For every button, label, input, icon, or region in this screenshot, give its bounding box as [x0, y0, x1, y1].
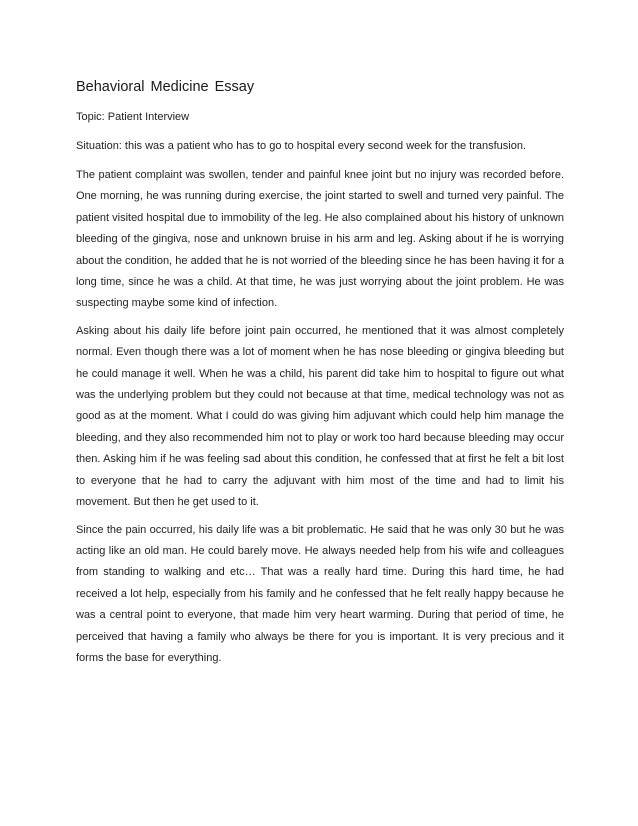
document-title: Behavioral Medicine Essay	[76, 79, 255, 95]
situation-line: Situation: this was a patient who has to go to hospital every second week for the transfusion.	[76, 140, 527, 152]
document-page	[76, 78, 564, 675]
body-paragraph-3: Since the pain occurred, his daily life was a bit problematic. He said that he was only 30 but he was acting like an old man. He could barely move. He always needed help from his wife and colleagues from standing to walking and etc… That was a really hard time. During this hard time, he had received a lot help, especially from his family and he confessed that he felt really happy because he was a central point to everyone, that made him very heart warming. During that period of time, he perceived that having a family who always be there for you is important. It is very precious and it forms the base for everything.	[76, 523, 564, 664]
topic-line: Topic: Patient Interview	[76, 111, 190, 123]
body-paragraph-2: Asking about his daily life before joint pain occurred, he mentioned that it was almost completely normal. Even though there was a lot of moment when he has nose bleeding or gingiva bleeding but he could manage it well. When he was a child, his parent did take him to hospital to figure out what was the underlying problem but they could not because at that time, medical technology was not as good as at the moment. What I could do was giving him adjuvant which could help him manage the bleeding, and they also recommended him not to play or work too hard because bleeding may occur then. Asking him if he was feeling sad about this condition, he confessed that at first he felt a bit lost to everyone that he had to carry the adjuvant with him most of the time and had to limit his movement. But then he get used to it.	[76, 324, 564, 509]
body-paragraph-1: The patient complaint was swollen, tender and painful knee joint but no injury was recorded before. One morning, he was running during exercise, the joint started to swell and turned very painful. The patient visited hospital due to immobility of the leg. He also complained about his history of unknown bleeding of the gingiva, nose and unknown bruise in his arm and leg. Asking about if he is worrying about the condition, he added that he is not worried of the bleeding since he has been having it for a long time, since he was a child. At that time, he was just worrying about the joint problem. He was suspecting maybe some kind of infection.	[76, 169, 564, 310]
